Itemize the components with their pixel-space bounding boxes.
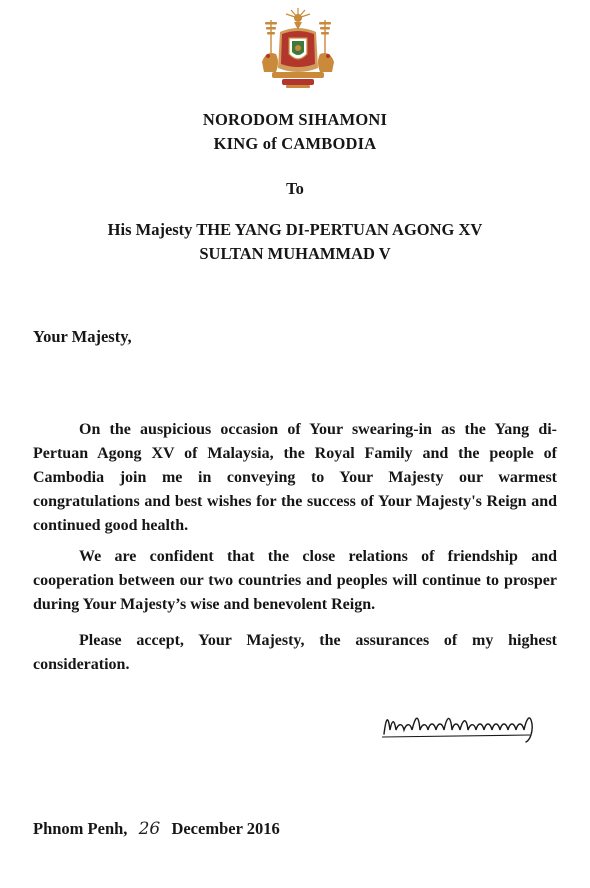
- sender-title: KING of CAMBODIA: [213, 134, 377, 153]
- body-paragraph-1: On the auspicious occasion of Your swearing-in as the Yang di-Pertuan Agong XV of Malaysia, the Royal Family and the people of Cambodia join me in conveying to Your Majesty our warmest congratulations and best wishes for the success of Your Majesty's Reign and continued good health.: [33, 421, 557, 534]
- body-paragraph-2: We are confident that the close relations of friendship and cooperation between our two countries and peoples will continue to prosper during Your Majesty’s wise and benevolent Reign.: [33, 548, 557, 613]
- salutation: Your Majesty,: [33, 327, 132, 346]
- sender-name: NORODOM SIHAMONI: [202, 110, 388, 129]
- to-label: To: [286, 179, 304, 198]
- body-paragraph-3: Please accept, Your Majesty, the assurances of my highest consideration.: [33, 632, 557, 673]
- place: Phnom Penh,: [33, 819, 128, 838]
- place-and-date: [33, 819, 280, 839]
- month-year: December 2016: [171, 819, 280, 838]
- recipient-line-1: His Majesty THE YANG DI-PERTUAN AGONG XV: [107, 220, 483, 239]
- handwritten-signature: [380, 700, 542, 744]
- recipient-line-2: SULTAN MUHAMMAD V: [199, 244, 391, 263]
- royal-arms-of-cambodia-icon: [254, 6, 342, 90]
- handwritten-day: 26: [138, 819, 161, 839]
